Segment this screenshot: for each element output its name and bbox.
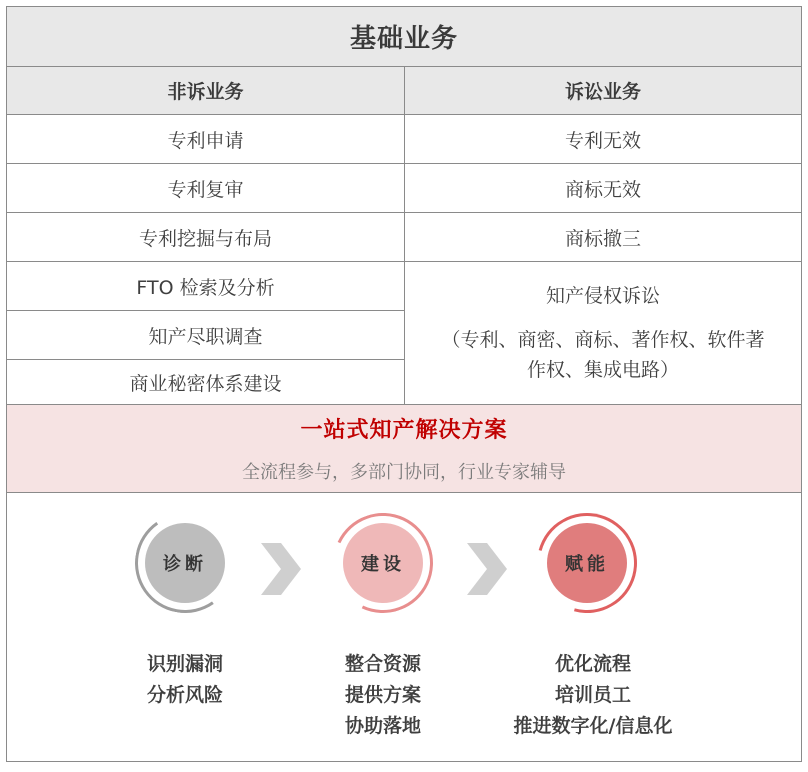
right-item-patent-invalidation: 专利无效 [405,115,801,164]
build-description [283,649,483,742]
diagnose-line: 识别漏洞 [146,653,223,675]
build-line: 提供方案 [344,684,421,706]
left-item-fto-search: FTO 检索及分析 [7,262,405,311]
business-table [6,6,802,762]
solution-banner [7,405,801,493]
build-line: 协助落地 [344,715,421,737]
non-litigation-header: 非诉业务 [7,67,405,115]
infringement-detail-line2: 作权、集成电路） [526,359,679,381]
build-circle [343,523,423,603]
left-item-patent-review: 专利复审 [7,164,405,213]
empower-circle [547,523,627,603]
litigation-header: 诉讼业务 [405,67,801,115]
right-item-ip-infringement [405,262,801,405]
banner-subtitle: 全流程参与，多部门协同，行业专家辅导 [242,462,566,483]
empower-line: 优化流程 [554,653,631,675]
chevron-right-icon [465,541,509,597]
diagnose-line: 分析风险 [146,684,223,706]
chevron-right-icon [259,541,303,597]
infringement-detail [433,325,772,385]
diagnose-circle [145,523,225,603]
process-flow [7,493,801,761]
right-item-trademark-invalidation: 商标无效 [405,164,801,213]
empower-line: 培训员工 [554,684,631,706]
empower-description [493,649,693,742]
infringement-detail-line1: （专利、商密、商标、著作权、软件著 [441,329,765,351]
build-line: 整合资源 [344,653,421,675]
diagnose-description [85,649,285,711]
banner-title: 一站式知产解决方案 [300,418,508,443]
right-item-trademark-revocation: 商标撤三 [405,213,801,262]
empower-line: 推进数字化/信息化 [513,715,673,737]
left-item-patent-mining: 专利挖掘与布局 [7,213,405,262]
empower-label: 赋能 [565,554,609,575]
left-item-patent-application: 专利申请 [7,115,405,164]
infringement-title: 知产侵权诉讼 [545,285,660,307]
left-item-ip-due-diligence: 知产尽职调查 [7,311,405,360]
table-title: 基础业务 [7,7,801,67]
build-label: 建设 [361,554,405,575]
left-item-trade-secret-system: 商业秘密体系建设 [7,360,405,405]
diagnose-label: 诊断 [163,554,207,575]
